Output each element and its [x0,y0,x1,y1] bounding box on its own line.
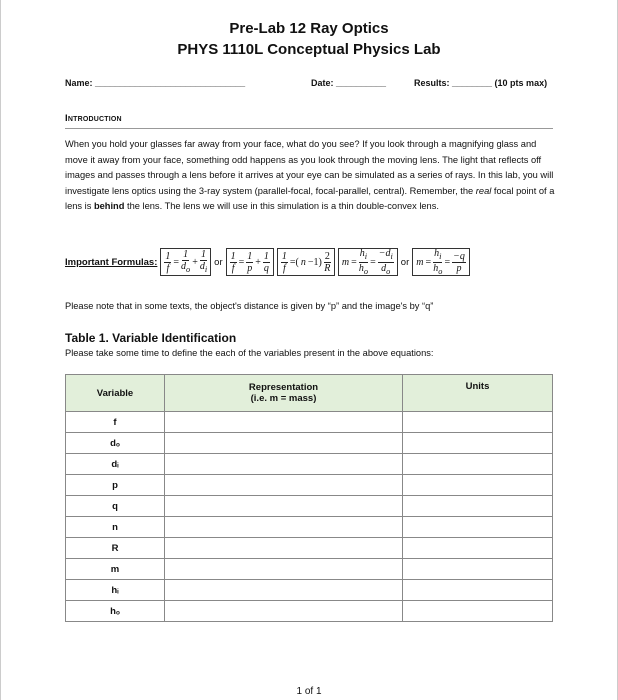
representation-cell[interactable] [165,517,403,538]
variable-table [65,374,553,622]
representation-cell[interactable] [165,559,403,580]
table-row [66,559,553,580]
units-cell[interactable] [403,496,553,517]
variable-cell: dᵢ [66,454,165,475]
thin-lens-formula-pq: $\frac{1}{f}$ = $\frac{1}{p}$ + $\frac{1}{q}$ [226,248,274,276]
table-row [66,433,553,454]
note-text: Please note that in some texts, the object's distance is given by “p” and the image's by “q” [65,301,434,311]
header-units: Units [403,375,553,412]
variable-cell: p [66,475,165,496]
variable-cell: hᵢ [66,580,165,601]
units-cell[interactable] [403,454,553,475]
formulas-row [65,248,470,276]
magnification-formula-d: m = $\frac{h_i}{h_o}$ = $\frac{-d_i}{d_o}$ [338,248,398,276]
table-row [66,517,553,538]
variable-cell: m [66,559,165,580]
intro-text-mid: focal point of a lens is [65,185,555,212]
units-cell[interactable] [403,475,553,496]
units-cell[interactable] [403,517,553,538]
rep-line2: (i.e. m = mass) [250,393,317,404]
variable-cell: R [66,538,165,559]
units-cell[interactable] [403,580,553,601]
table-row [66,538,553,559]
page-title: Pre-Lab 12 Ray Optics [229,20,389,37]
representation-cell[interactable] [165,601,403,622]
introduction-heading: Introduction [65,113,122,124]
lensmaker-formula: $\frac{1}{f}$ =( n −1) $\frac{2}{R}$ [277,248,335,276]
representation-cell[interactable] [165,580,403,601]
page-subtitle: PHYS 1110L Conceptual Physics Lab [177,41,441,58]
table-row [66,475,553,496]
table-title: Table 1. Variable Identification [65,331,237,345]
variable-cell: q [66,496,165,517]
rep-line1: Representation [248,382,319,393]
representation-cell[interactable] [165,454,403,475]
intro-text-part: When you hold your glasses far away from your face, what do you see? If you look through a magnifying glass and move it away from your face, something odd happens as you look through the moving lens. The light that reflects off images and passes through a lens before it arrives at your eye can be simulated as a series of rays. In this lab, you will investigate lens optics using the 3-ray system (parallel-focal, focal-parallel, central). Remember, the [65,139,554,196]
introduction-text [65,137,555,215]
intro-text-end: the lens. The lens we will use in this simulation is a thin double-convex lens. [124,201,439,212]
table-row [66,601,553,622]
page-number: 1 of 1 [296,686,322,697]
or-text: or [214,256,223,268]
representation-cell[interactable] [165,538,403,559]
representation-cell[interactable] [165,496,403,517]
name-field: Name: ______________________________ [65,78,246,88]
date-field: Date: __________ [311,78,387,88]
representation-cell[interactable] [165,412,403,433]
header-variable: Variable [66,375,165,412]
representation-cell[interactable] [165,475,403,496]
variable-cell: n [66,517,165,538]
variable-cell: f [66,412,165,433]
table-row [66,496,553,517]
table-row [66,454,553,475]
representation-cell[interactable] [165,433,403,454]
table-row [66,580,553,601]
units-cell[interactable] [403,538,553,559]
or-text: or [400,256,410,268]
formulas-label: Important Formulas: [65,256,158,268]
units-cell[interactable] [403,601,553,622]
header-representation [165,375,403,412]
thin-lens-formula-d: $\frac{1}{f}$ = $\frac{1}{d_o}$ + $\frac{1}{d_i}$ [160,248,211,276]
divider [65,128,553,129]
units-cell[interactable] [403,412,553,433]
units-cell[interactable] [403,559,553,580]
variable-cell: hₒ [66,601,165,622]
magnification-formula-pq: m = $\frac{h_i}{h_o}$ = $\frac{-q}{p}$ [412,248,470,276]
variable-cell: dₒ [66,433,165,454]
table-row [66,412,553,433]
table-subtitle: Please take some time to define the each of the variables present in the above equations: [65,348,434,358]
results-field: Results: ________ (10 pts max) [414,78,548,88]
intro-real: real [475,185,492,196]
intro-behind: behind [93,201,125,212]
units-cell[interactable] [403,433,553,454]
